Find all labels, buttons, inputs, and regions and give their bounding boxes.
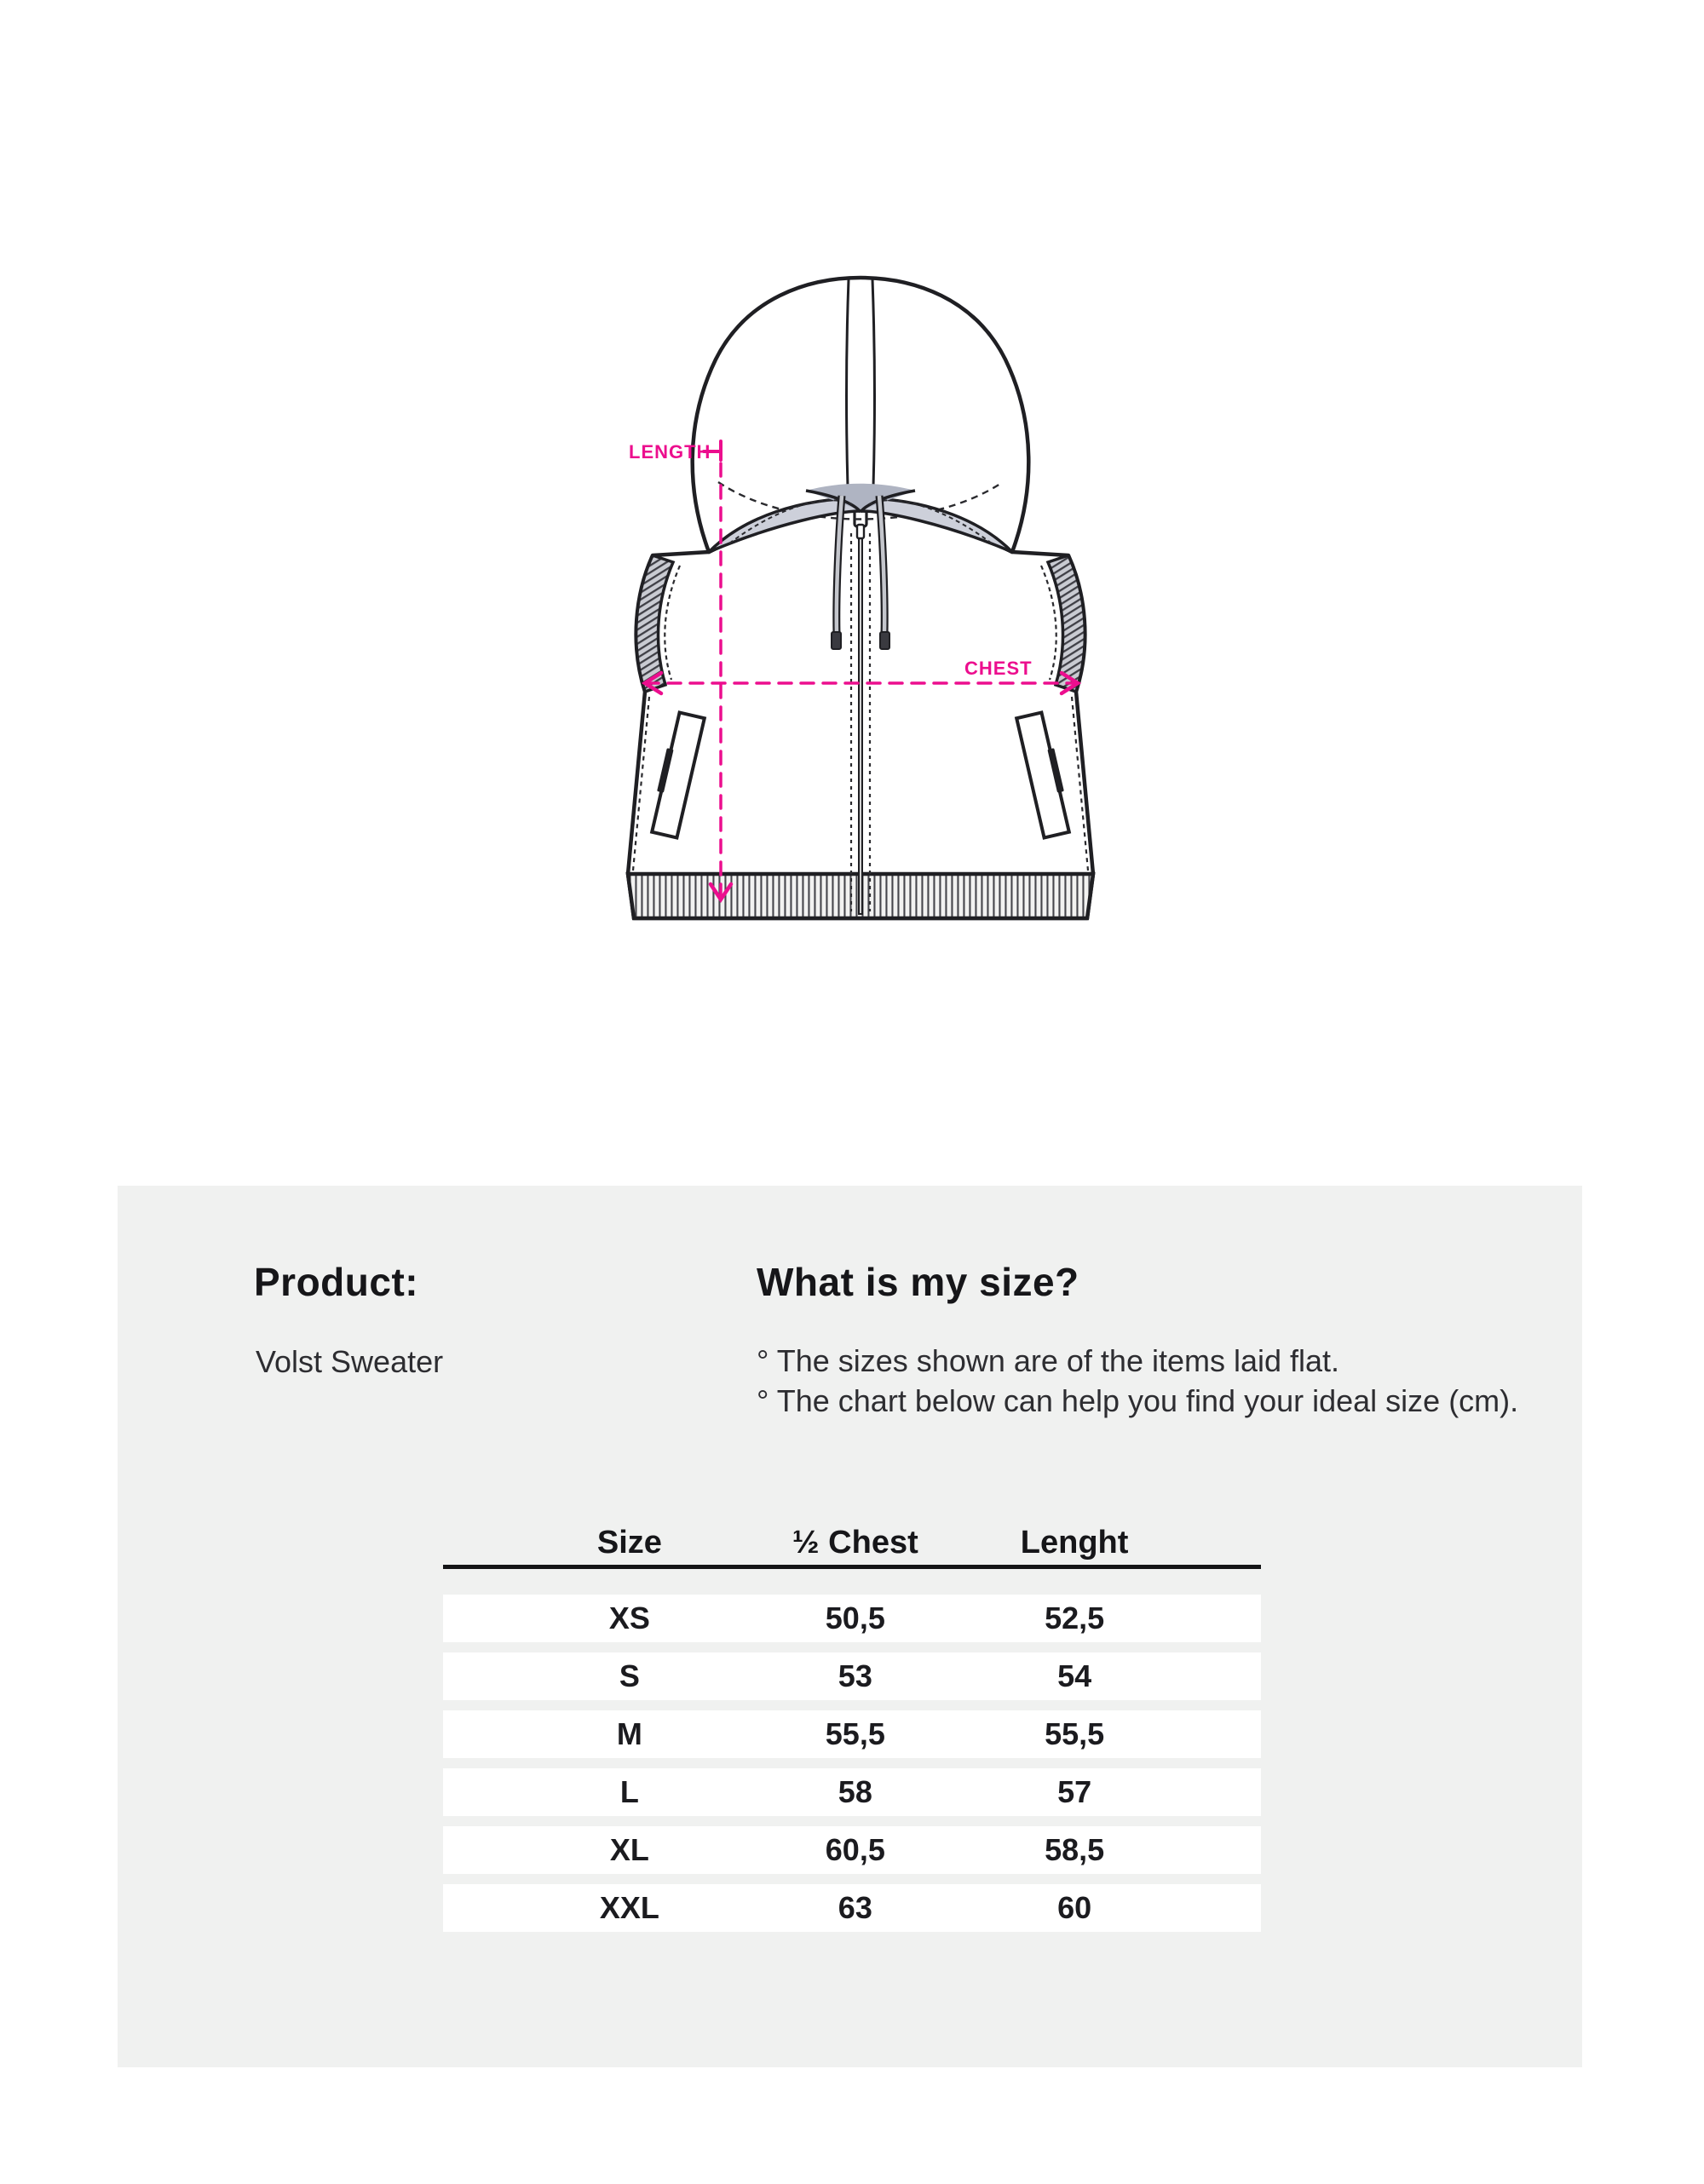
chest-cell: 50,5 [825,1601,885,1635]
length-cell: 57 [1057,1774,1092,1809]
size-cell: L [619,1774,639,1809]
table-row-xl [443,1826,1261,1874]
length-cell: 58,5 [1045,1832,1105,1867]
garment-sketch [579,264,1142,928]
table-row-l [443,1768,1261,1816]
size-table [443,1525,1261,1942]
chest-cell: 53 [838,1658,872,1693]
size-notes [757,1341,1518,1421]
chest-cell: 63 [838,1890,872,1925]
table-row-xs [443,1595,1261,1642]
length-cell: 54 [1057,1658,1092,1693]
size-note: ° The sizes shown are of the items laid flat. [757,1343,1340,1378]
product-heading: Product: [254,1260,419,1304]
length-label: LENGTH [629,441,711,463]
header-rule [443,1565,1261,1569]
chest-label: CHEST [964,658,1033,679]
size-cell: XXL [599,1890,659,1925]
info-panel [118,1186,1582,2067]
product-name: Volst Sweater [256,1344,444,1379]
column-header-length: Lenght [1020,1525,1129,1560]
column-header-chest: ½ Chest [792,1525,918,1560]
table-row-xxl [443,1884,1261,1932]
table-row-m [443,1710,1261,1758]
column-header-size: Size [596,1525,662,1560]
size-cell: XS [608,1601,650,1635]
length-cell: 60 [1057,1890,1092,1925]
size-cell: M [616,1716,642,1751]
hood [693,278,1029,552]
chest-cell: 55,5 [825,1716,885,1751]
length-cell: 52,5 [1045,1601,1105,1635]
size-cell: XL [609,1832,649,1867]
chest-cell: 60,5 [825,1832,885,1867]
size-info-heading: What is my size? [757,1260,1079,1304]
size-table-header [443,1525,1261,1565]
size-table-body [443,1595,1261,1932]
table-row-s [443,1652,1261,1700]
size-note: ° The chart below can help you find your ideal size (cm). [757,1383,1519,1418]
chest-cell: 58 [838,1774,872,1809]
size-cell: S [619,1658,640,1693]
length-cell: 55,5 [1045,1716,1105,1751]
